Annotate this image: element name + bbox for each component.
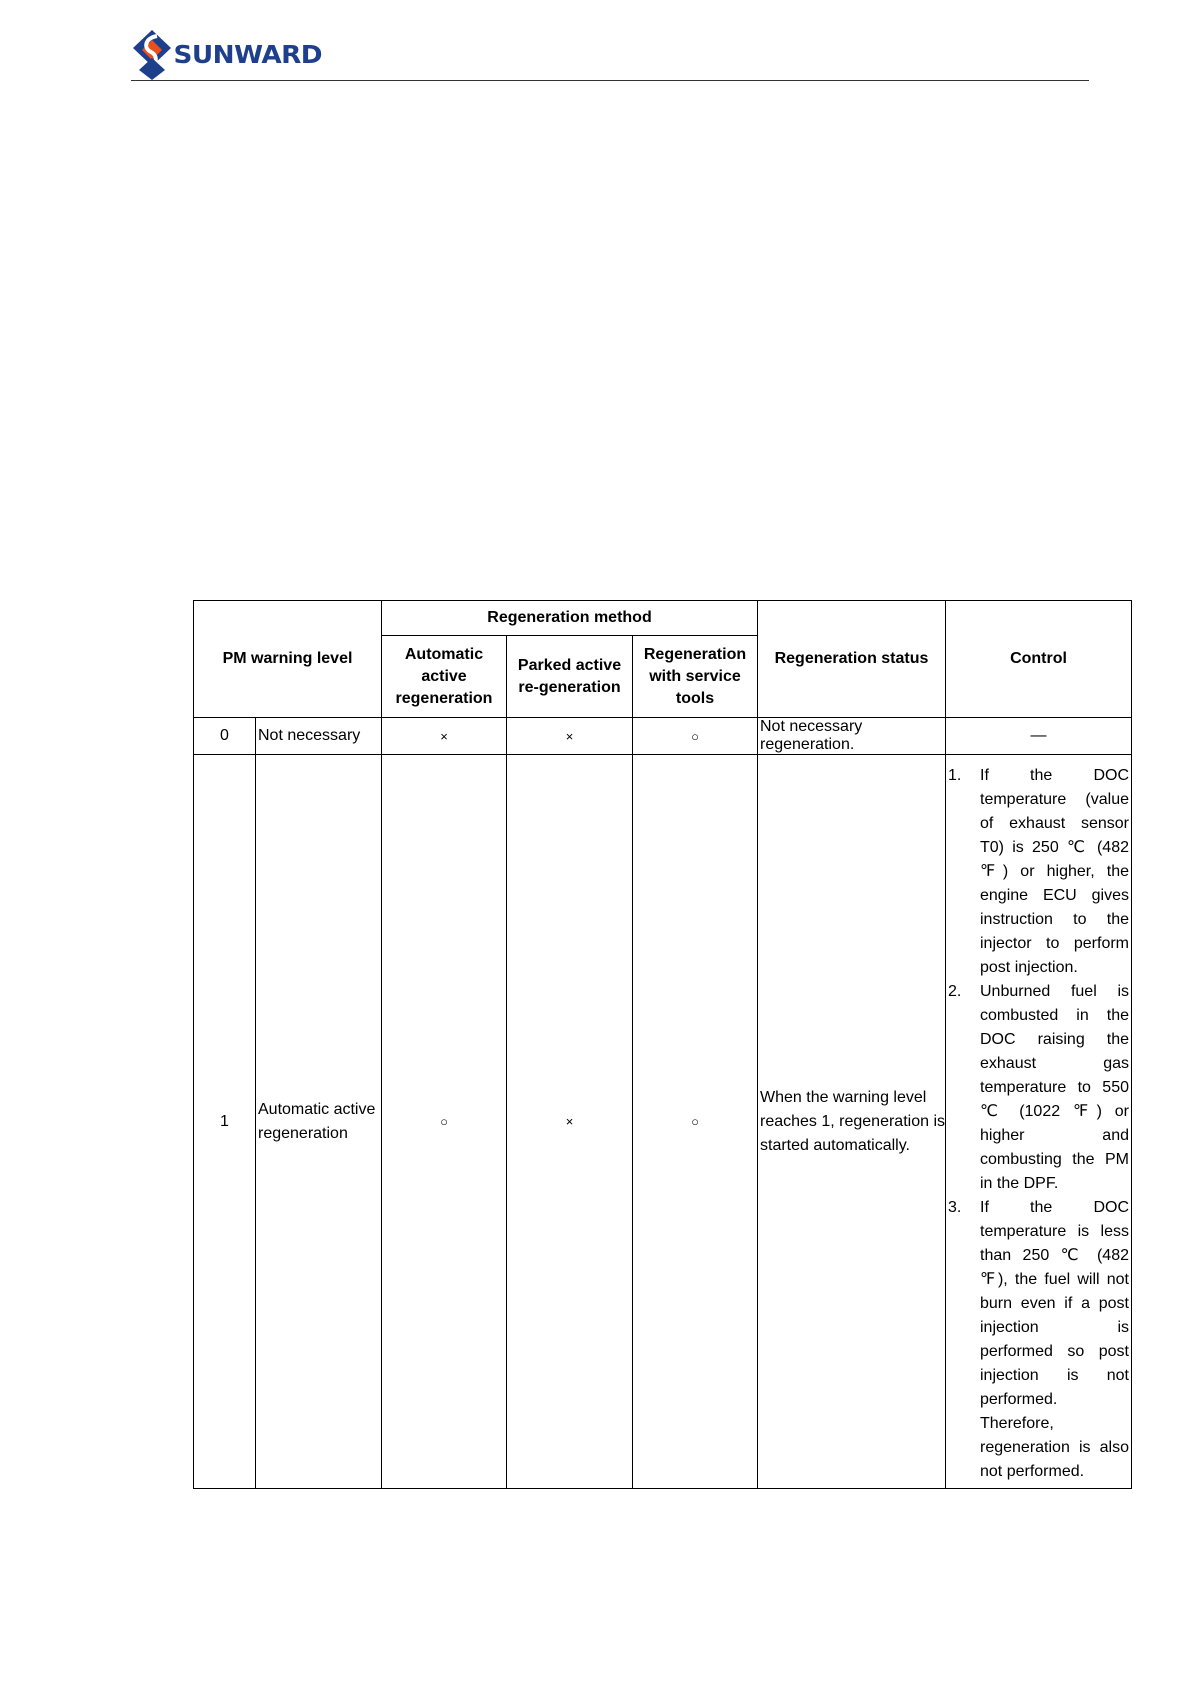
table-row <box>194 755 1132 1489</box>
automatic-mark: ○ <box>382 755 507 1489</box>
parked-mark: × <box>507 718 633 755</box>
control-item-text: Unburned fuel is combusted in the DOC raising the exhaust gas temperature to 550 ℃ (1022 ℉) or higher and combusting the PM in the DPF. <box>980 983 1129 1192</box>
header-control: Control <box>946 601 1132 718</box>
sunward-logo <box>131 28 323 80</box>
brand-name: SUNWARD <box>173 39 323 69</box>
control-text: — <box>946 718 1132 755</box>
header-regeneration-status: Regeneration status <box>758 601 946 718</box>
sunward-logo-icon <box>131 28 173 80</box>
control-list-item <box>948 1196 1129 1484</box>
header-divider <box>131 80 1089 81</box>
table-row <box>194 718 1132 755</box>
level-number: 1 <box>194 755 256 1489</box>
page-header <box>131 26 1089 82</box>
control-item-number: 2. <box>948 983 962 1000</box>
header-pm-warning-level: PM warning level <box>194 601 382 718</box>
control-list <box>946 755 1132 1489</box>
header-parked-active: Parked active re-generation <box>507 636 633 718</box>
control-item-number: 3. <box>948 1199 962 1216</box>
level-number: 0 <box>194 718 256 755</box>
control-item-text: If the DOC temperature is less than 250 ℃ (482 ℉), the fuel will not burn even if a post injection is performed so post injection is not performed. Therefore, regeneration is also not performed. <box>980 1199 1129 1480</box>
regeneration-status: When the warning level reaches 1, regeneration is started automatically. <box>758 755 946 1489</box>
header-automatic-active: Automatic active regeneration <box>382 636 507 718</box>
header-regeneration-method: Regeneration method <box>382 601 758 636</box>
header-service-tools: Regeneration with service tools <box>633 636 758 718</box>
parked-mark: × <box>507 755 633 1489</box>
control-item-number: 1. <box>948 767 962 784</box>
control-list-item <box>948 980 1129 1196</box>
level-name: Automatic active regeneration <box>256 755 382 1489</box>
control-list-item <box>948 764 1129 980</box>
regeneration-status: Not necessary regeneration. <box>758 718 946 755</box>
service-mark: ○ <box>633 718 758 755</box>
level-name: Not necessary <box>256 718 382 755</box>
control-item-text: If the DOC temperature (value of exhaust sensor T0) is 250 ℃ (482 ℉) or higher, the engine ECU gives instruction to the injector to perform post injection. <box>980 767 1129 976</box>
automatic-mark: × <box>382 718 507 755</box>
service-mark: ○ <box>633 755 758 1489</box>
regeneration-table <box>193 600 1132 1489</box>
